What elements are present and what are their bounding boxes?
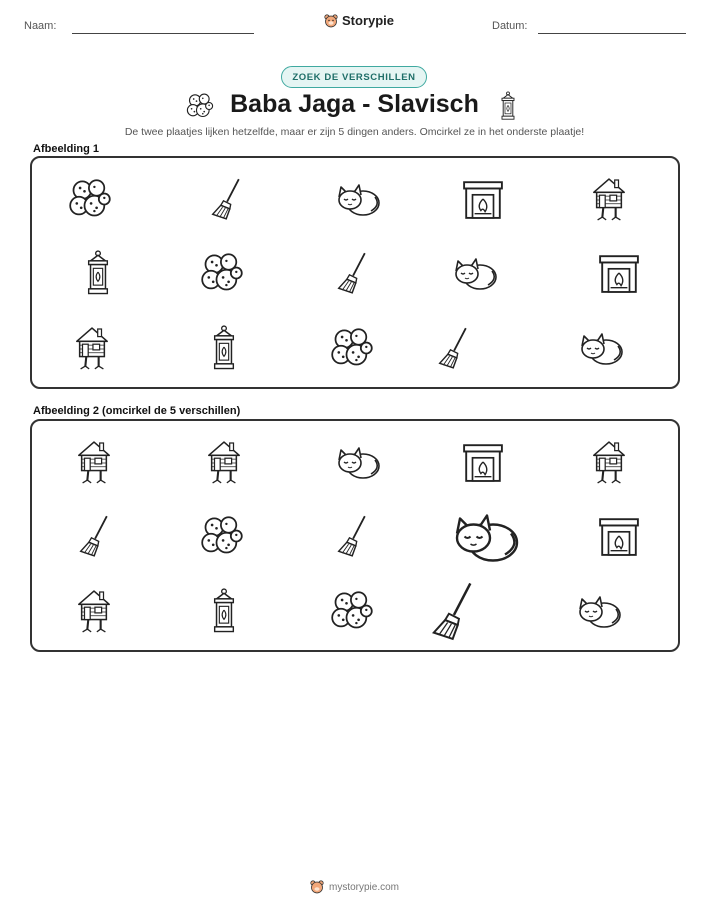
name-field[interactable]	[72, 33, 254, 34]
broom-icon[interactable]	[430, 579, 480, 643]
lantern-icon[interactable]	[210, 587, 238, 635]
hut-icon[interactable]	[75, 437, 113, 487]
berries-icon[interactable]	[200, 514, 244, 558]
date-field[interactable]	[538, 33, 686, 34]
hut-icon[interactable]	[75, 586, 113, 636]
fireplace-icon	[598, 252, 640, 294]
lantern-icon	[84, 249, 112, 297]
lantern-icon	[499, 91, 517, 121]
hut-icon	[73, 323, 111, 373]
cat-icon[interactable]	[448, 505, 523, 568]
cat-icon	[450, 252, 500, 294]
picture-1-panel	[30, 156, 680, 389]
instructions: De twee plaatjes lijken hetzelfde, maar er zijn 5 dingen anders. Omcirkel ze in het onderste plaatje!	[124, 126, 585, 138]
fireplace-icon[interactable]	[462, 441, 504, 483]
lantern-icon	[210, 324, 238, 372]
cat-icon	[576, 327, 626, 369]
activity-badge: ZOEK DE VERSCHILLEN	[281, 66, 427, 88]
hut-icon[interactable]	[590, 437, 628, 487]
berries-icon[interactable]	[330, 589, 374, 633]
cat-icon[interactable]	[574, 590, 624, 632]
fireplace-icon	[462, 178, 504, 220]
bear-logo-icon	[310, 880, 324, 894]
broom-icon	[210, 176, 246, 222]
broom-icon	[336, 250, 372, 296]
broom-icon[interactable]	[78, 513, 114, 559]
date-label: Datum:	[492, 20, 528, 32]
hut-icon[interactable]	[205, 437, 243, 487]
picture-1-label: Afbeelding 1	[33, 143, 100, 155]
fireplace-icon[interactable]	[598, 515, 640, 557]
brand-name: Storypie	[342, 13, 395, 28]
berries-icon	[68, 177, 112, 221]
bear-logo-icon	[324, 14, 338, 28]
picture-2-label: Afbeelding 2 (omcirkel de 5 verschillen)	[33, 405, 241, 417]
broom-icon	[437, 325, 473, 371]
berries-icon	[330, 326, 374, 370]
broom-icon[interactable]	[336, 513, 372, 559]
cat-icon	[333, 178, 383, 220]
berries-icon	[200, 251, 244, 295]
picture-2-panel[interactable]	[30, 419, 680, 652]
hut-icon	[590, 174, 628, 224]
brand-logo	[324, 13, 394, 28]
cat-icon[interactable]	[333, 441, 383, 483]
footer	[0, 880, 709, 894]
footer-url: mystorypie.com	[328, 881, 399, 893]
name-label: Naam:	[24, 20, 57, 32]
page-title: Baba Jaga - Slavisch	[230, 90, 479, 118]
